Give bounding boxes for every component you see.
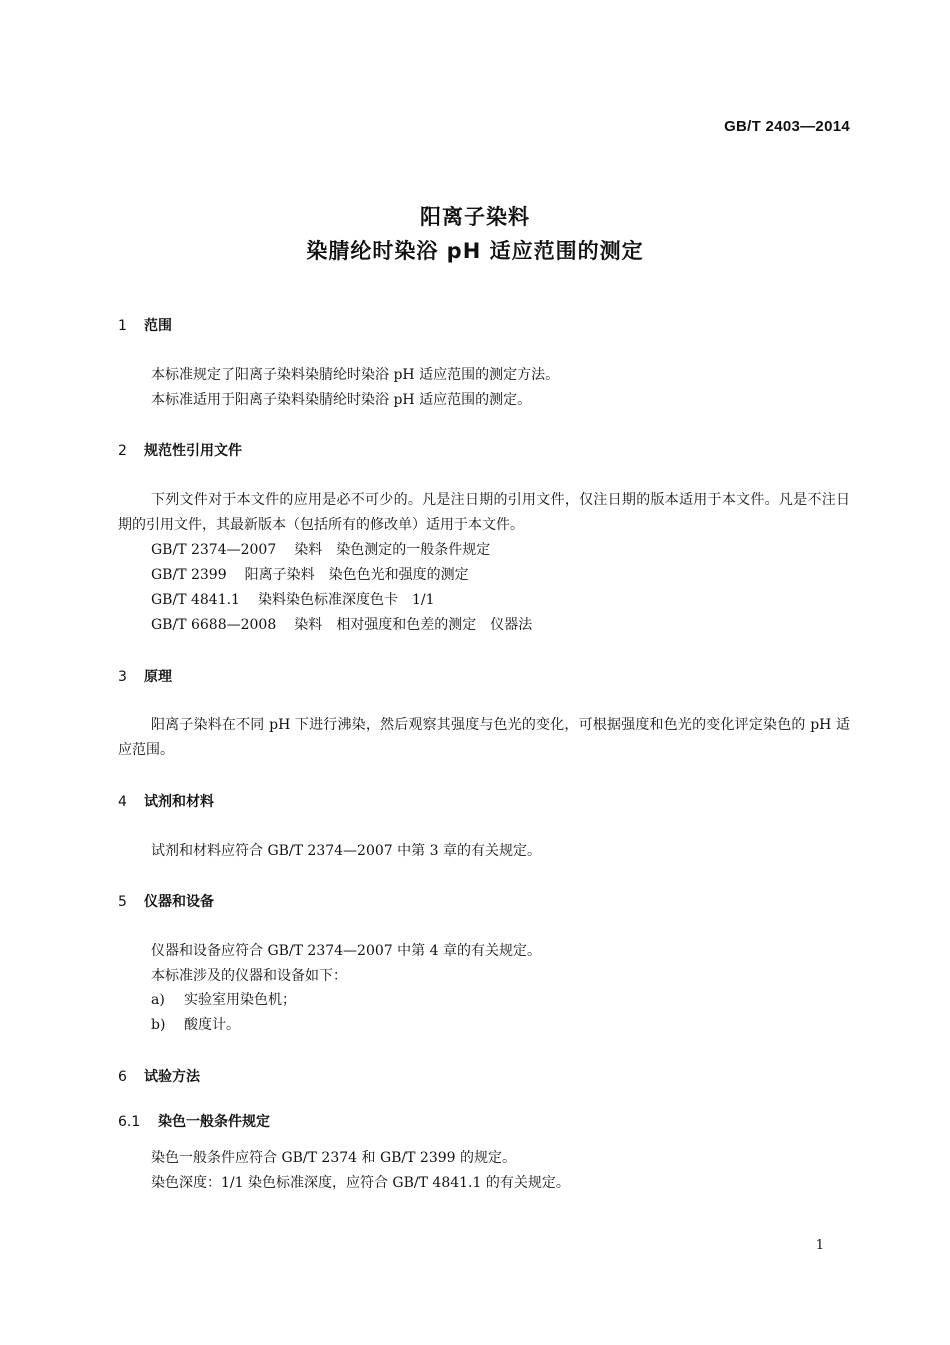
reference-title: 阳离子染料 染色色光和强度的测定 (244, 567, 469, 583)
section-number: 2 (118, 443, 127, 459)
list-marker: a) (151, 992, 165, 1008)
section-5-paragraph-2: 本标准涉及的仪器和设备如下： (151, 968, 347, 984)
section-number: 6.1 (118, 1114, 141, 1130)
section-6-1-heading (118, 1111, 270, 1131)
section-2-heading (118, 440, 242, 460)
section-number: 3 (118, 669, 127, 685)
section-title: 染色一般条件规定 (158, 1114, 270, 1130)
standard-code: GB/T 2403—2014 (724, 118, 850, 135)
section-title: 原理 (144, 669, 172, 685)
document-title-line-1: 阳离子染料 (420, 205, 530, 229)
reference-title: 染料染色标准深度色卡 1/1 (257, 592, 435, 608)
section-3-heading (118, 666, 172, 686)
reference-item (151, 539, 508, 559)
reference-title: 染料 相对强度和色差的测定 仪器法 (294, 617, 533, 633)
list-text: 酸度计。 (184, 1017, 240, 1033)
section-3-paragraph: 阳离子染料在不同 pH 下进行沸染，然后观察其强度与色光的变化，可根据强度和色光的变化评定染色的 pH 适应范围。 (118, 717, 850, 758)
section-1-paragraph-1: 本标准规定了阳离子染料染腈纶时染浴 pH 适应范围的测定方法。 (151, 367, 560, 383)
section-number: 5 (118, 894, 127, 910)
section-6-heading (118, 1066, 200, 1086)
list-text: 实验室用染色机； (184, 992, 296, 1008)
reference-code: GB/T 2399 (151, 567, 227, 583)
section-title: 试剂和材料 (144, 794, 214, 810)
reference-item (151, 614, 550, 634)
section-6-1-paragraph-1: 染色一般条件应符合 GB/T 2374 和 GB/T 2399 的规定。 (151, 1150, 517, 1166)
section-4-paragraph: 试剂和材料应符合 GB/T 2374—2007 中第 3 章的有关规定。 (151, 843, 541, 859)
section-5-heading (118, 891, 214, 911)
reference-item (151, 589, 453, 609)
section-number: 6 (118, 1069, 127, 1085)
section-5-paragraph-1: 仪器和设备应符合 GB/T 2374—2007 中第 4 章的有关规定。 (151, 943, 541, 959)
section-title: 规范性引用文件 (144, 443, 242, 459)
list-item (151, 1014, 240, 1034)
section-number: 1 (118, 318, 127, 334)
page-number: 1 (815, 1238, 824, 1253)
reference-title: 染料 染色测定的一般条件规定 (294, 542, 491, 558)
reference-code: GB/T 4841.1 (151, 592, 240, 608)
section-1-heading (118, 315, 172, 335)
section-1-paragraph-2: 本标准适用于阳离子染料染腈纶时染浴 pH 适应范围的测定。 (151, 392, 532, 408)
document-title-line-2: 染腈纶时染浴 pH 适应范围的测定 (306, 239, 644, 263)
list-item (151, 989, 296, 1009)
section-title: 范围 (144, 318, 172, 334)
reference-item (151, 564, 487, 584)
list-marker: b) (151, 1017, 166, 1033)
section-title: 试验方法 (144, 1069, 200, 1085)
reference-code: GB/T 6688—2008 (151, 617, 277, 633)
section-4-heading (118, 791, 214, 811)
section-2-intro: 下列文件对于本文件的应用是必不可少的。凡是注日期的引用文件，仅注日期的版本适用于本文件。凡是不注日期的引用文件，其最新版本（包括所有的修改单）适用于本文件。 (118, 492, 850, 533)
section-6-1-paragraph-2: 染色深度：1/1 染色标准深度，应符合 GB/T 4841.1 的有关规定。 (151, 1175, 570, 1191)
section-title: 仪器和设备 (144, 894, 214, 910)
section-number: 4 (118, 794, 127, 810)
reference-code: GB/T 2374—2007 (151, 542, 277, 558)
